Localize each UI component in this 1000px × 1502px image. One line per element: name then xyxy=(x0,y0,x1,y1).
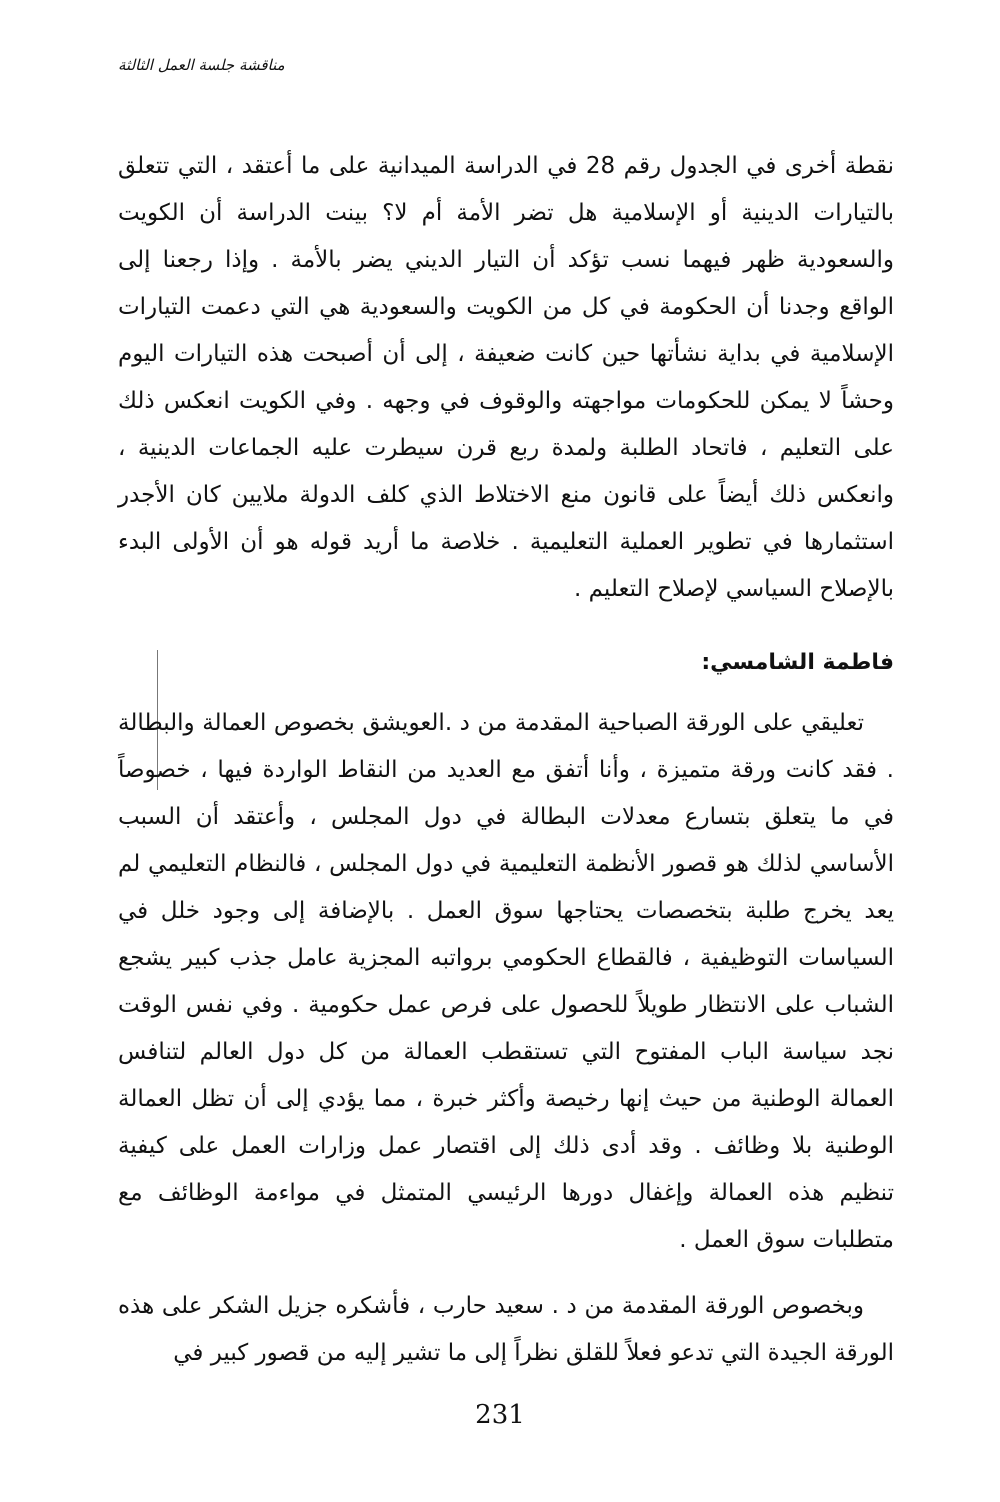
paragraph-2: تعليقي على الورقة الصباحية المقدمة من د .العويشق بخصوص العمالة والبطالة . فقد كانت ورقة متميزة ، وأنا أتفق مع العديد من النقاط الواردة فيها ، خصوصاً في ما يتعلق بتسارع معدلات البطالة في دول المجلس ، وأعتقد أن السبب الأساسي لذلك هو قصور الأنظمة التعليمية في دول المجلس ، فالنظام التعليمي لم يعد يخرج طلبة بتخصصات يحتاجها سوق العمل . بالإضافة إلى وجود خلل في السياسات التوظيفية ، فالقطاع الحكومي برواتبه المجزية عامل جذب كبير يشجع الشباب على الانتظار طويلاً للحصول على فرص عمل حكومية . وفي نفس الوقت نجد سياسة الباب المفتوح التي تستقطب العمالة من كل دول العالم لتنافس العمالة الوطنية من حيث إنها رخيصة وأكثر خبرة ، مما يؤدي إلى أن تظل العمالة الوطنية بلا وظائف . وقد أدى ذلك إلى اقتصار عمل وزارات العمل على كيفية تنظيم هذه العمالة وإغفال دورها الرئيسي المتمثل في مواءمة الوظائف مع متطلبات سوق العمل . xyxy=(118,710,894,1253)
paragraph-3: وبخصوص الورقة المقدمة من د . سعيد حارب ، فأشكره جزيل الشكر على هذه الورقة الجيدة التي تدعو فعلاً للقلق نظراً إلى ما تشير إليه من قصور كبير في xyxy=(118,1293,894,1366)
running-header xyxy=(118,55,285,74)
running-header-title: مناقشة جلسة العمل الثالثة xyxy=(118,56,285,74)
speaker-name: فاطمة الشامسي: xyxy=(701,650,894,675)
paragraph-1: نقطة أخرى في الجدول رقم 28 في الدراسة الميدانية على ما أعتقد ، التي تتعلق بالتيارات الدينية أو الإسلامية هل تضر الأمة أم لا؟ بينت الدراسة أن الكويت والسعودية ظهر فيهما نسب تؤكد أن التيار الديني يضر بالأمة . وإذا رجعنا إلى الواقع وجدنا أن الحكومة في كل من الكويت والسعودية هي التي دعمت التيارات الإسلامية في بداية نشأتها حين كانت ضعيفة ، إلى أن أصبحت هذه التيارات اليوم وحشاً لا يمكن للحكومات مواجهته والوقوف في وجهه . وفي الكويت انعكس ذلك على التعليم ، فاتحاد الطلبة ولمدة ربع قرن سيطرت عليه الجماعات الدينية ، وانعكس ذلك أيضاً على قانون منع الاختلاط الذي كلف الدولة ملايين كان الأجدر استثمارها في تطوير العملية التعليمية . خلاصة ما أريد قوله هو أن الأولى البدء بالإصلاح السياسي لإصلاح التعليم . xyxy=(118,153,894,602)
page-number: 231 xyxy=(475,1400,525,1430)
